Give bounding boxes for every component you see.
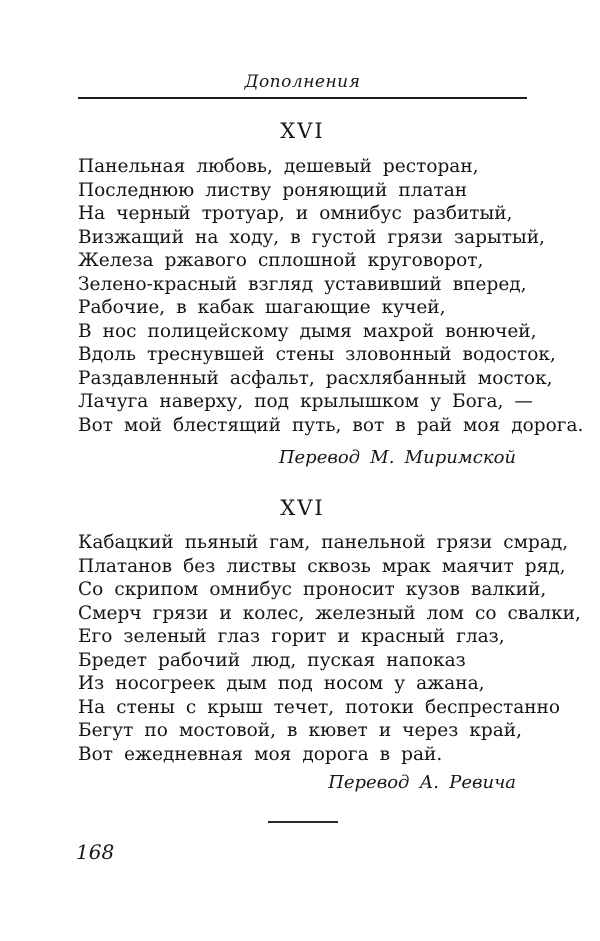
poem-line: Лачуга наверху, под крылышком у Бога, — [78,391,533,412]
page-number: 168 [76,840,115,864]
poem-line: Из носогреек дым под носом у ажана, [78,673,485,694]
poem-line: Железа ржавого сплошной круговорот, [78,250,484,271]
poem-line: На стены с крыш течет, потоки беспрестанно [78,696,561,718]
poem-line: Смерч грязи и колес, железный лом со свалки, [78,602,581,624]
running-head-title: Дополнения [244,72,361,92]
header-rule [78,97,527,99]
poem-line: Панельная любовь, дешевый ресторан, [78,156,479,177]
poem-line: Визжащий на ходу, в густой грязи зарытый, [78,226,545,248]
section-heading-2: XVI [280,496,325,520]
poem-line: Рабочие, в кабак шагающие кучей, [78,297,446,318]
poem-line: На черный тротуар, и омнибус разбитый, [78,203,513,224]
poem-line: Вот мой блестящий путь, вот в рай моя дорога. [78,414,584,436]
poem-2 [78,531,581,766]
translator-credit-2: Перевод А. Ревича [328,772,516,793]
poem-line: Бредет рабочий люд, пуская напоказ [78,649,466,671]
poem-line: Кабацкий пьяный гам, панельной грязи смрад, [78,532,569,553]
poem-line: Зелено-красный взгляд уставивший вперед, [78,273,527,295]
poem-1 [78,155,584,437]
poem-line: Вот ежедневная моя дорога в рай. [78,743,443,765]
section-divider-rule [268,821,338,823]
poem-line: Последнюю листву роняющий платан [78,179,468,201]
poem-line: В нос полицейскому дымя махрой вонючей, [78,320,537,342]
poem-line: Вдоль треснувшей стены зловонный водосток, [78,344,556,365]
poem-line: Со скрипом омнибус проносит кузов валкий, [78,579,547,600]
poem-line: Его зеленый глаз горит и красный глаз, [78,626,505,647]
section-heading-1: XVI [280,119,325,143]
poem-line: Бегут по мостовой, в кювет и через край, [78,720,522,741]
poem-line: Платанов без листвы сквозь мрак маячит ряд, [78,555,566,577]
poem-line: Раздавленный асфальт, расхлябанный мосток, [78,367,553,389]
translator-credit-1: Перевод М. Миримской [278,447,516,468]
